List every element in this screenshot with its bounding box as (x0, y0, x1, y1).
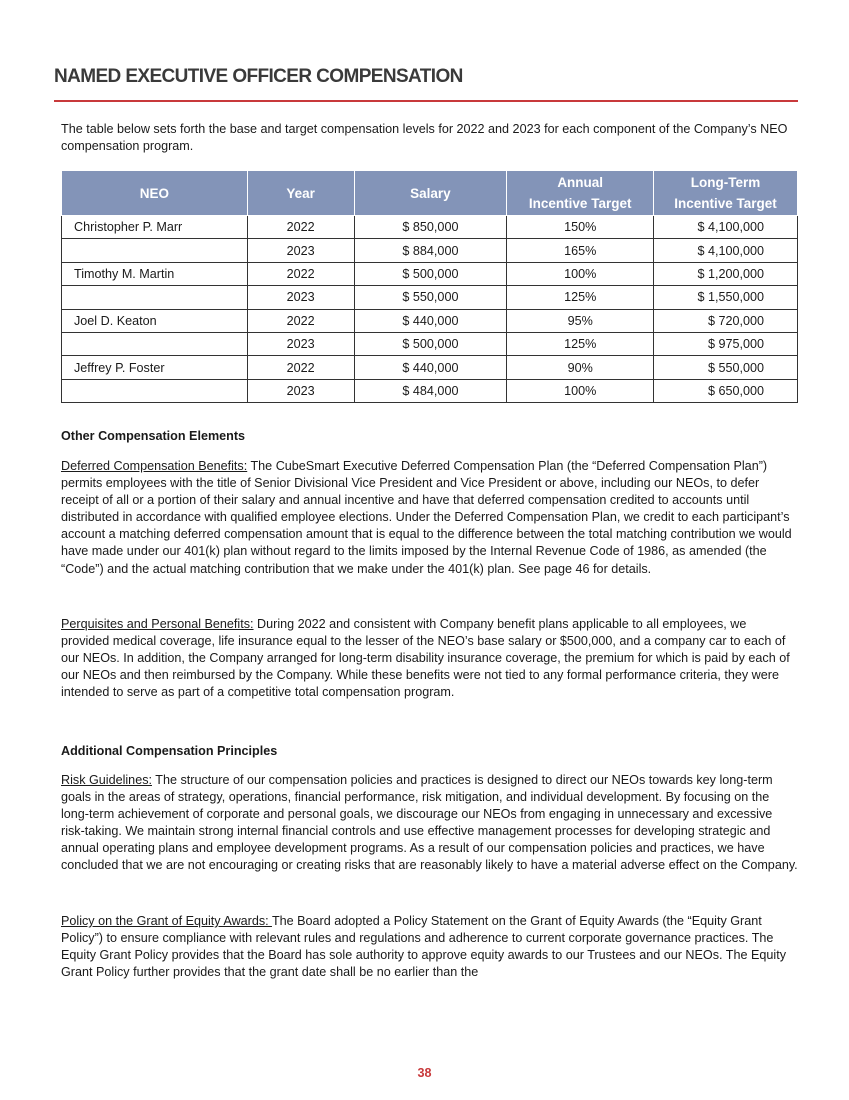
cell-neo (62, 379, 248, 402)
cell-long-term-incentive: $ 1,200,000 (654, 262, 798, 285)
deferred-compensation-body: The CubeSmart Executive Deferred Compensation Plan (the “Deferred Compensation Plan”) permits employees with the title of Senior Divisional Vice President and Vice President or above, including our NEOs, to defer receipt of all or a portion of their salary and annual incentive and have that deferred compensation credited to accounts until distributed in accordance with qualified employee elections. Under the Deferred Compensation Plan, we credit to each participant’s account a matching deferred compensation amount that is equal to the difference between the total matching contribution we would have made under our 401(k) plan without regard to the limits imposed by the Internal Revenue Code of 1986, as amended (the “Code”) and the actual matching contribution that we make under the 401(k) plan. See page 46 for details. (61, 459, 792, 576)
table-row (62, 379, 798, 402)
cell-year: 2022 (247, 309, 354, 332)
cell-salary: $ 440,000 (354, 356, 507, 379)
cell-annual-incentive: 95% (507, 309, 654, 332)
deferred-compensation-paragraph (61, 458, 798, 578)
table-row (62, 262, 798, 285)
cell-long-term-incentive: $ 4,100,000 (654, 216, 798, 239)
table-row (62, 332, 798, 355)
cell-annual-incentive: 125% (507, 332, 654, 355)
table-row (62, 216, 798, 239)
header-long-term-incentive (654, 171, 798, 216)
cell-year: 2022 (247, 356, 354, 379)
header-annual-line2: Incentive Target (528, 196, 632, 211)
section-title: NAMED EXECUTIVE OFFICER COMPENSATION (54, 66, 463, 87)
cell-annual-incentive: 100% (507, 379, 654, 402)
cell-salary: $ 550,000 (354, 286, 507, 309)
cell-long-term-incentive: $ 1,550,000 (654, 286, 798, 309)
cell-neo: Jeffrey P. Foster (62, 356, 248, 379)
cell-year: 2022 (247, 262, 354, 285)
risk-guidelines-paragraph (61, 772, 798, 875)
cell-neo (62, 239, 248, 262)
table-row (62, 356, 798, 379)
cell-salary: $ 500,000 (354, 262, 507, 285)
perquisites-body: During 2022 and consistent with Company benefit plans applicable to all employees, we provided medical coverage, life insurance equal to the lesser of the NEO’s base salary or $500,000, and a company car to each of our NEOs. In addition, the Company arranged for long-term disability insurance coverage, the premium for which is paid by each of our NEOs and then reimbursed by the Company. While these benefits were not tied to any formal performance criteria, they were intended to serve as part of a competitive total compensation program. (61, 617, 790, 700)
title-rule (54, 100, 798, 102)
risk-guidelines-lead: Risk Guidelines: (61, 773, 152, 787)
cell-annual-incentive: 100% (507, 262, 654, 285)
table-row (62, 286, 798, 309)
equity-grant-paragraph (61, 913, 798, 981)
cell-annual-incentive: 150% (507, 216, 654, 239)
table-row (62, 239, 798, 262)
header-year: Year (247, 171, 354, 216)
table-row (62, 309, 798, 332)
table-header-row (62, 171, 798, 216)
additional-principles-heading: Additional Compensation Principles (61, 744, 278, 758)
cell-long-term-incentive: $ 975,000 (654, 332, 798, 355)
cell-neo (62, 332, 248, 355)
header-salary: Salary (354, 171, 507, 216)
compensation-table (61, 170, 798, 403)
cell-salary: $ 440,000 (354, 309, 507, 332)
perquisites-lead: Perquisites and Personal Benefits: (61, 617, 254, 631)
cell-long-term-incentive: $ 650,000 (654, 379, 798, 402)
risk-guidelines-body: The structure of our compensation policies and practices is designed to direct our NEOs towards key long-term goals in the areas of strategy, operations, financial performance, risk mitigation, and individual development. By focusing on the long-term achievement of corporate and personal goals, we discourage our NEOs from engaging in unnecessary and excessive risk-taking. We maintain strong internal financial controls and use effective management processes for developing strategic and annual operating plans and employee development programs. As a result of our compensation policies and practices, we have concluded that we are not encouraging or creating risks that are reasonably likely to have a material adverse effect on the Company. (61, 773, 798, 873)
cell-year: 2023 (247, 379, 354, 402)
cell-long-term-incentive: $ 720,000 (654, 309, 798, 332)
other-compensation-heading: Other Compensation Elements (61, 429, 246, 443)
cell-salary: $ 884,000 (354, 239, 507, 262)
header-lti-line1: Long-Term (690, 175, 761, 190)
header-neo: NEO (62, 171, 248, 216)
cell-annual-incentive: 165% (507, 239, 654, 262)
equity-grant-lead: Policy on the Grant of Equity Awards: (61, 914, 272, 928)
deferred-compensation-lead: Deferred Compensation Benefits: (61, 459, 248, 473)
perquisites-paragraph (61, 616, 798, 701)
header-annual-incentive (507, 171, 654, 216)
cell-long-term-incentive: $ 550,000 (654, 356, 798, 379)
intro-paragraph: The table below sets forth the base and target compensation levels for 2022 and 2023 for each component of the Company’s NEO compensation program. (61, 122, 788, 154)
cell-year: 2022 (247, 216, 354, 239)
cell-year: 2023 (247, 239, 354, 262)
cell-salary: $ 484,000 (354, 379, 507, 402)
cell-annual-incentive: 90% (507, 356, 654, 379)
header-lti-line2: Incentive Target (674, 196, 777, 211)
cell-year: 2023 (247, 332, 354, 355)
page-number: 38 (417, 1066, 432, 1080)
equity-grant-body: The Board adopted a Policy Statement on the Grant of Equity Awards (the “Equity Grant Policy”) to ensure compliance with relevant rules and regulations and adherence to current corporate governance practices. The Equity Grant Policy provides that the Board has sole authority to approve equity awards to our Trustees and our NEOs. The Equity Grant Policy further provides that the grant date shall be no earlier than the (61, 914, 786, 980)
cell-salary: $ 500,000 (354, 332, 507, 355)
cell-neo: Christopher P. Marr (62, 216, 248, 239)
cell-annual-incentive: 125% (507, 286, 654, 309)
cell-salary: $ 850,000 (354, 216, 507, 239)
cell-long-term-incentive: $ 4,100,000 (654, 239, 798, 262)
cell-neo (62, 286, 248, 309)
cell-year: 2023 (247, 286, 354, 309)
cell-neo: Timothy M. Martin (62, 262, 248, 285)
header-annual-line1: Annual (557, 175, 604, 190)
cell-neo: Joel D. Keaton (62, 309, 248, 332)
